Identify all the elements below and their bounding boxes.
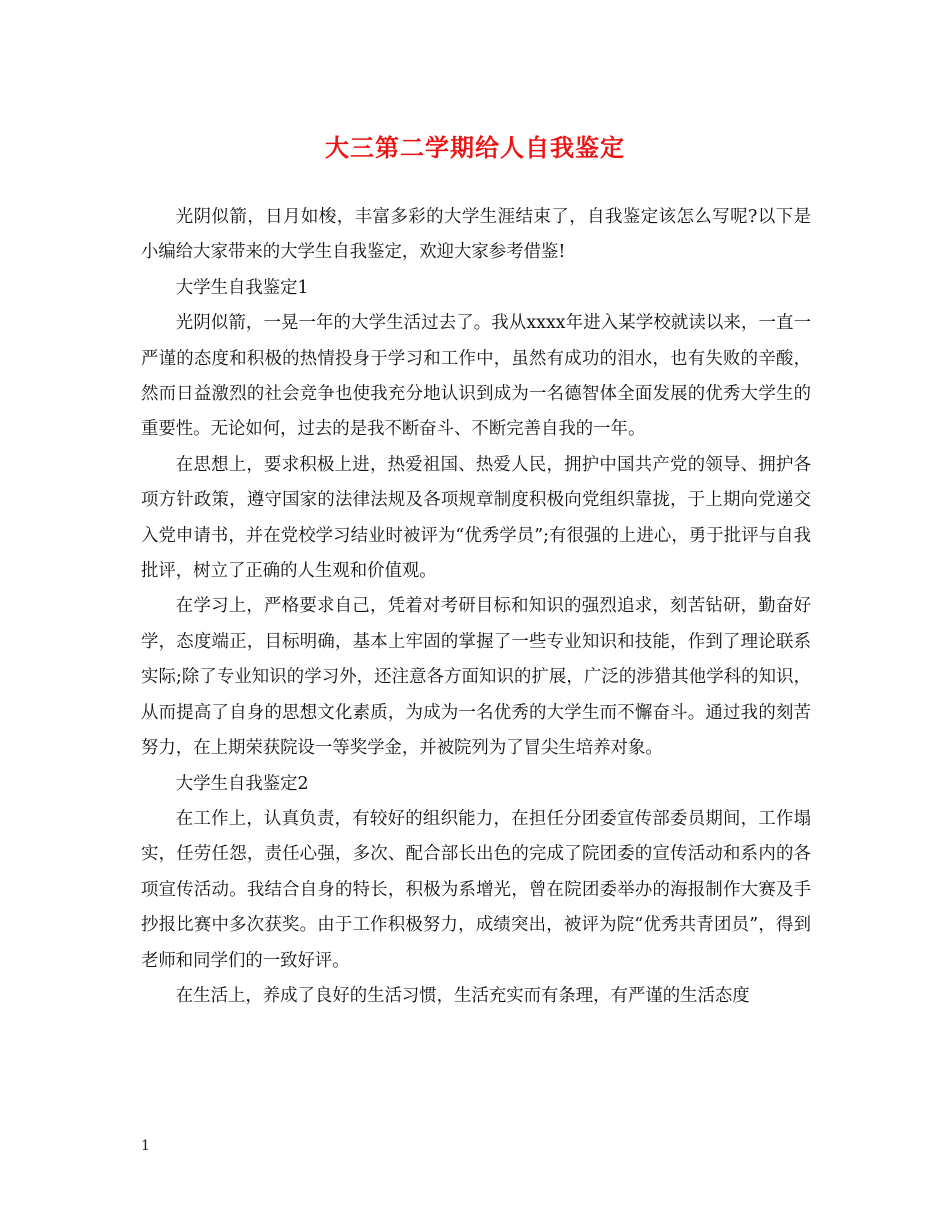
page-number: 1 bbox=[141, 1138, 150, 1154]
section-heading-2: 大学生自我鉴定2 bbox=[175, 773, 309, 794]
body-paragraph: 光阴似箭，一晃一年的大学生活过去了。我从xxxx年进入某学校就读以来，一直一严谨的态度和积极的热情投身于学习和工作中，虽然有成功的泪水，也有失败的辛酸，然而日益激烈的社会竞争也使我充分地认识到成为一名德智体全面发展的优秀大学生的重要性。无论如何，过去的是我不断奋斗、不断完善自我的一年。 bbox=[141, 313, 811, 440]
document-body bbox=[141, 200, 811, 1014]
body-paragraph: 在工作上，认真负责，有较好的组织能力，在担任分团委宣传部委员期间，工作塌实，任劳任怨，责任心强，多次、配合部长出色的完成了院团委的宣传活动和系内的各项宣传活动。我结合自身的特长，积极为系增光，曾在院团委举办的海报制作大赛及手抄报比赛中多次获奖。由于工作积极努力，成绩突出，被评为院“优秀共青团员”，得到老师和同学们的一致好评。 bbox=[141, 808, 811, 971]
body-paragraph: 在生活上，养成了良好的生活习惯，生活充实而有条理，有严谨的生活态度 bbox=[175, 985, 750, 1006]
body-paragraph: 在思想上，要求积极上进，热爱祖国、热爱人民，拥护中国共产党的领导、拥护各项方针政策，遵守国家的法律法规及各项规章制度积极向党组织靠拢，于上期向党递交入党申请书，并在党校学习结业时被评为“优秀学员”;有很强的上进心，勇于批评与自我批评，树立了正确的人生观和价值观。 bbox=[141, 454, 811, 582]
section-heading-1: 大学生自我鉴定1 bbox=[175, 277, 309, 298]
body-paragraph: 在学习上，严格要求自己，凭着对考研目标和知识的强烈追求，刻苦钻研，勤奋好学，态度端正，目标明确，基本上牢固的掌握了一些专业知识和技能，作到了理论联系实际;除了专业知识的学习外，还注意各方面知识的扩展，广泛的涉猎其他学科的知识，从而提高了自身的思想文化素质，为成为一名优秀的大学生而不懈奋斗。通过我的刻苦努力，在上期荣获院设一等奖学金，并被院列为了冒尖生培养对象。 bbox=[141, 596, 811, 759]
document-title: 大三第二学期给人自我鉴定 bbox=[325, 133, 625, 162]
intro-paragraph: 光阴似箭，日月如梭，丰富多彩的大学生涯结束了，自我鉴定该怎么写呢?以下是小编给大家带来的大学生自我鉴定，欢迎大家参考借鉴! bbox=[141, 207, 811, 263]
